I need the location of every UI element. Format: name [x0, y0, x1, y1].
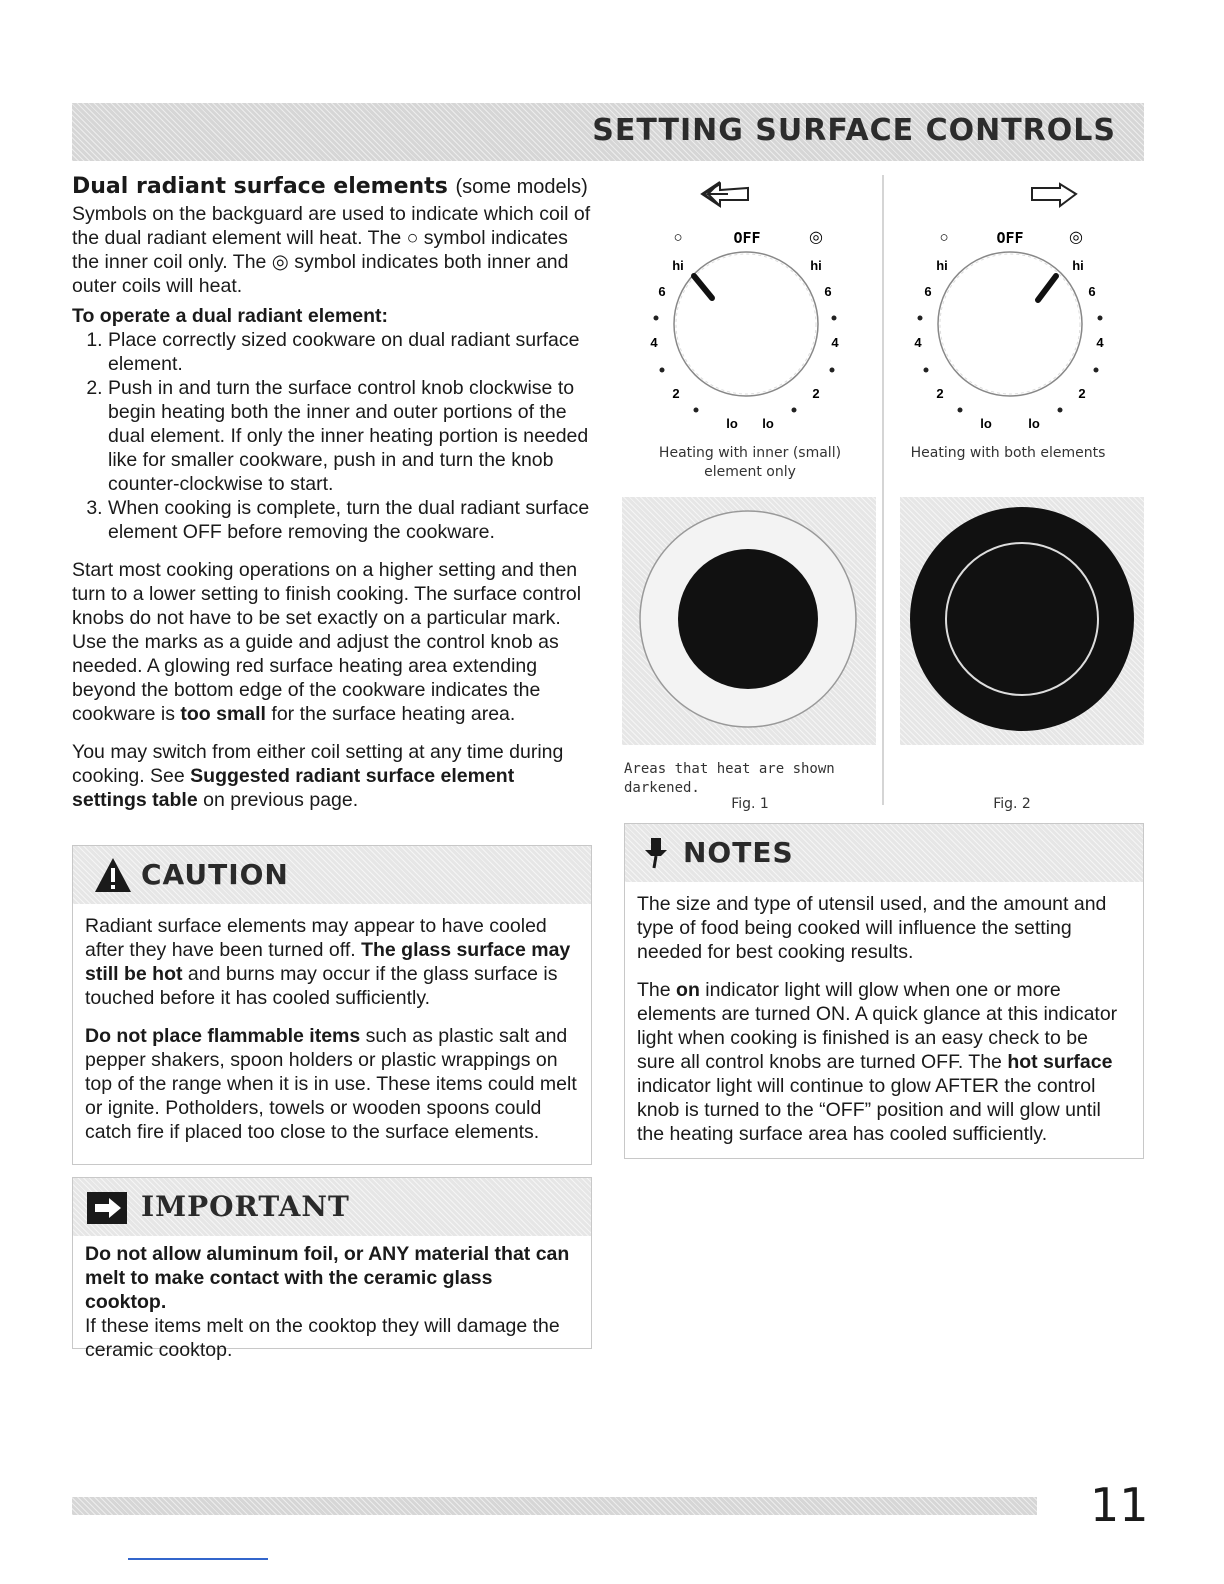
fig2-element-diagram — [900, 497, 1144, 745]
important-body — [73, 1236, 591, 1374]
cooking-text-end: for the surface heating area. — [265, 703, 516, 725]
hi-label-right: hi — [810, 258, 822, 273]
fig2-knob-diagram — [888, 172, 1144, 432]
notes-paragraph: The size and type of utensil used, and the amount and type of food being cooked will influence the setting needed for best cooking results. — [637, 893, 1107, 963]
important-warning-bold: Do not allow aluminum foil, or ANY material that can melt to make contact with the ceramic glass cooktop. — [85, 1243, 570, 1313]
caution-text-end: and burns may occur if the glass surface is touched before it has cooled sufficiently. — [85, 963, 558, 1009]
inner-coil-symbol: ○ — [673, 229, 683, 246]
section-title-text: Dual radiant surface elements — [72, 174, 448, 199]
steps-heading: To operate a dual radiant element: — [72, 305, 389, 327]
footer-bar — [72, 1497, 1037, 1515]
caution-text-bold: The glass surface may still be hot — [85, 939, 571, 985]
page-title: SETTING SURFACE CONTROLS — [592, 113, 1116, 148]
important-box — [72, 1177, 592, 1361]
steps-list — [72, 328, 592, 544]
notes-box — [624, 823, 1144, 1159]
both-coil-symbol: ◎ — [1069, 229, 1083, 246]
fig2-label: Fig. 2 — [993, 796, 1031, 812]
caution-box — [72, 845, 592, 1165]
fig1-caption: Heating with inner (small) element only — [658, 445, 842, 480]
pushpin-icon — [641, 836, 671, 870]
important-title: IMPORTANT — [141, 1190, 350, 1223]
fig1-label: Fig. 1 — [731, 796, 769, 812]
flammable-warning-bold: Do not place flammable items — [85, 1025, 361, 1047]
caution-text: Radiant surface elements may appear to have cooled after they have been turned off. — [85, 915, 547, 961]
page-number: 11 — [1090, 1478, 1149, 1532]
outer-coil-heated — [910, 507, 1134, 731]
indicator-text: The — [637, 979, 677, 1001]
link-underline — [128, 1558, 268, 1560]
fig1-knob-diagram — [620, 172, 876, 432]
four-label-left: 4 — [914, 335, 922, 350]
areas-note: Areas that heat are shown darkened. — [624, 761, 835, 796]
arrow-right-icon — [87, 1192, 127, 1224]
warning-triangle-icon — [93, 856, 133, 894]
indicator-text-end: indicator light will continue to glow AFTER the control knob is turned to the “OFF” position and will glow until the heating surface area has cooled sufficiently. — [637, 1075, 1101, 1145]
six-label-left: 6 — [658, 284, 666, 299]
notes-title: NOTES — [683, 836, 794, 869]
fig2-element-panel — [900, 497, 1144, 745]
lo-label-left: lo — [726, 416, 738, 431]
hot-surface-bold: hot surface — [1007, 1051, 1113, 1073]
step-item: 1. Place correctly sized cookware on dual radiant surface element. — [108, 328, 592, 376]
fig1-element-diagram — [622, 497, 876, 745]
clockwise-arrow-icon — [1032, 184, 1076, 206]
step-item: 2. Push in and turn the surface control knob clockwise to begin heating both the inner and outer portions of the dual element. If only the inner heating portion is needed like for smaller cookware, push in and turn the knob counter-clockwise to start. — [108, 376, 592, 496]
fig1-element-panel — [622, 497, 876, 745]
six-label-right: 6 — [824, 284, 832, 299]
settings-table-reference: Suggested radiant surface element settings table — [72, 765, 515, 811]
cooking-paragraph — [72, 558, 592, 726]
four-label-right: 4 — [1096, 335, 1104, 350]
important-header — [73, 1178, 591, 1236]
section-title-note: (some models) — [455, 176, 588, 198]
hi-label-right: hi — [1072, 258, 1084, 273]
notes-body — [625, 882, 1143, 1158]
switch-text: You may switch from either coil setting at any time during cooking. See — [72, 741, 564, 787]
four-label-left: 4 — [650, 335, 658, 350]
figure-divider — [882, 175, 884, 805]
off-label: OFF — [733, 229, 761, 247]
both-coil-symbol: ◎ — [809, 229, 823, 246]
section-title — [72, 172, 592, 202]
hi-label-left: hi — [672, 258, 684, 273]
switch-text-end: on previous page. — [197, 789, 359, 811]
section-header-bar — [72, 103, 1144, 161]
intro-paragraph: Symbols on the backguard are used to indicate which coil of the dual radiant element will heat. The ○ symbol indicates the inner coil only. The ◎ symbol indicates both inner and outer coils will heat. — [72, 203, 591, 297]
inner-coil-heated — [678, 549, 818, 689]
caution-title: CAUTION — [141, 858, 289, 891]
caution-header — [73, 846, 591, 904]
two-label-right: 2 — [812, 386, 820, 401]
notes-header — [625, 824, 1143, 882]
important-warning-text: If these items melt on the cooktop they will damage the ceramic cooktop. — [85, 1315, 560, 1361]
indicator-text-mid: indicator light will glow when one or more elements are turned ON. A quick glance at this indicator light when cooking is finished is an easy check to be sure all control knobs are turned OFF. The — [637, 979, 1118, 1073]
step-item: 3. When cooking is complete, turn the dual radiant surface element OFF before removing the cookware. — [108, 496, 592, 544]
flammable-warning-text: such as plastic salt and pepper shakers, spoon holders or plastic wrappings on top of the range when it is in use. These items could melt or ignite. Potholders, towels or wooden spoons could catch fire if placed too close to the surface elements. — [85, 1025, 577, 1143]
lo-label-right: lo — [1028, 416, 1040, 431]
six-label-left: 6 — [924, 284, 932, 299]
lo-label-right: lo — [762, 416, 774, 431]
hi-label-left: hi — [936, 258, 948, 273]
caution-body — [73, 904, 591, 1156]
four-label-right: 4 — [831, 335, 839, 350]
lo-label-left: lo — [980, 416, 992, 431]
on-indicator-bold: on — [676, 979, 700, 1001]
fig2-caption: Heating with both elements — [910, 445, 1106, 461]
two-label-left: 2 — [936, 386, 944, 401]
switch-paragraph — [72, 740, 592, 812]
off-label: OFF — [996, 229, 1024, 247]
intro-section — [72, 172, 592, 812]
cooking-text: Start most cooking operations on a higher setting and then turn to a lower setting to finish cooking. The surface control knobs do not have to be set exactly on a particular mark. Use the marks as a guide and adjust the control knob as needed. A glowing red surface heating area extending beyond the bottom edge of the cookware indicates the cookware is — [72, 559, 582, 725]
cooking-text-bold: too small — [180, 703, 266, 725]
knob-dial — [938, 252, 1082, 396]
flammable-paragraph — [85, 1024, 579, 1144]
indicator-paragraph — [637, 978, 1131, 1146]
two-label-left: 2 — [672, 386, 680, 401]
inner-coil-symbol: ○ — [939, 229, 949, 246]
caution-paragraph — [85, 914, 579, 1010]
six-label-right: 6 — [1088, 284, 1096, 299]
two-label-right: 2 — [1078, 386, 1086, 401]
